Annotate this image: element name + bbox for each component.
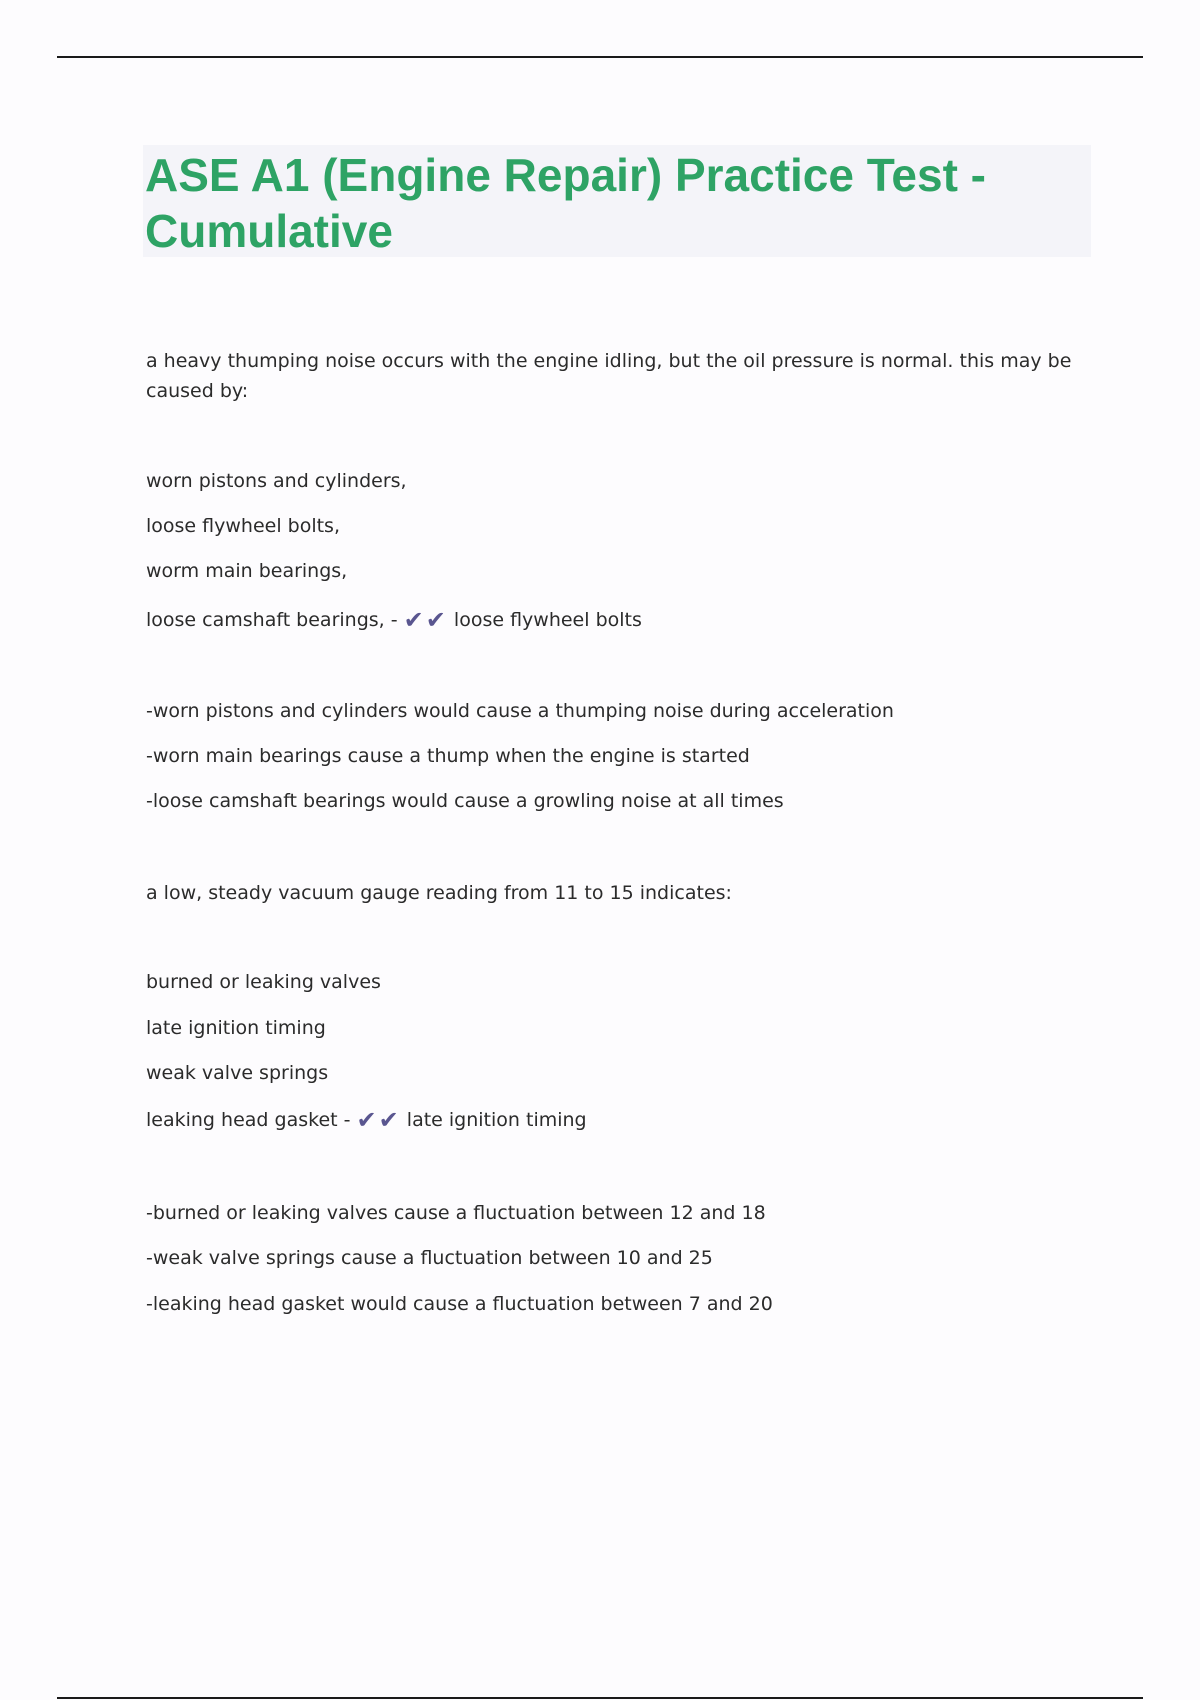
check-icon: ✔ xyxy=(356,1106,377,1134)
top-rule xyxy=(57,56,1143,58)
question-1-option-4-row xyxy=(146,605,642,635)
question-2-explanation-2: -weak valve springs cause a fluctuation between 10 and 25 xyxy=(146,1247,713,1269)
question-2-explanation-3: -leaking head gasket would cause a fluctuation between 7 and 20 xyxy=(146,1293,773,1315)
question-1-answer: loose flywheel bolts xyxy=(453,609,642,631)
question-1-option-4: loose camshaft bearings, - xyxy=(146,609,398,631)
question-2-prompt: a low, steady vacuum gauge reading from 11 to 15 indicates: xyxy=(146,882,732,904)
question-2-option-1: burned or leaking valves xyxy=(146,971,381,993)
question-2-option-4-row xyxy=(146,1105,587,1135)
bottom-rule xyxy=(57,1697,1143,1699)
question-1-explanation-1: -worn pistons and cylinders would cause a thumping noise during acceleration xyxy=(146,700,894,722)
question-2-explanation-1: -burned or leaking valves cause a fluctuation between 12 and 18 xyxy=(146,1202,766,1224)
question-2-answer: late ignition timing xyxy=(406,1109,587,1131)
question-2-option-2: late ignition timing xyxy=(146,1017,326,1039)
question-1-explanation-2: -worn main bearings cause a thump when the engine is started xyxy=(146,745,750,767)
question-1-prompt: a heavy thumping noise occurs with the engine idling, but the oil pressure is normal. this may be caused by: xyxy=(146,350,1072,402)
question-2-option-3: weak valve springs xyxy=(146,1062,329,1084)
check-icon: ✔ xyxy=(425,606,446,634)
question-1-option-3: worm main bearings, xyxy=(146,560,348,582)
question-2-option-4: leaking head gasket - xyxy=(146,1109,351,1131)
question-1-explanation-3: -loose camshaft bearings would cause a growling noise at all times xyxy=(146,790,784,812)
check-icon: ✔ xyxy=(403,606,424,634)
document-title: ASE A1 (Engine Repair) Practice Test - Cumulative xyxy=(145,149,987,257)
check-icon: ✔ xyxy=(378,1106,399,1134)
question-1-option-1: worn pistons and cylinders, xyxy=(146,470,407,492)
question-1-option-2: loose flywheel bolts, xyxy=(146,515,340,537)
